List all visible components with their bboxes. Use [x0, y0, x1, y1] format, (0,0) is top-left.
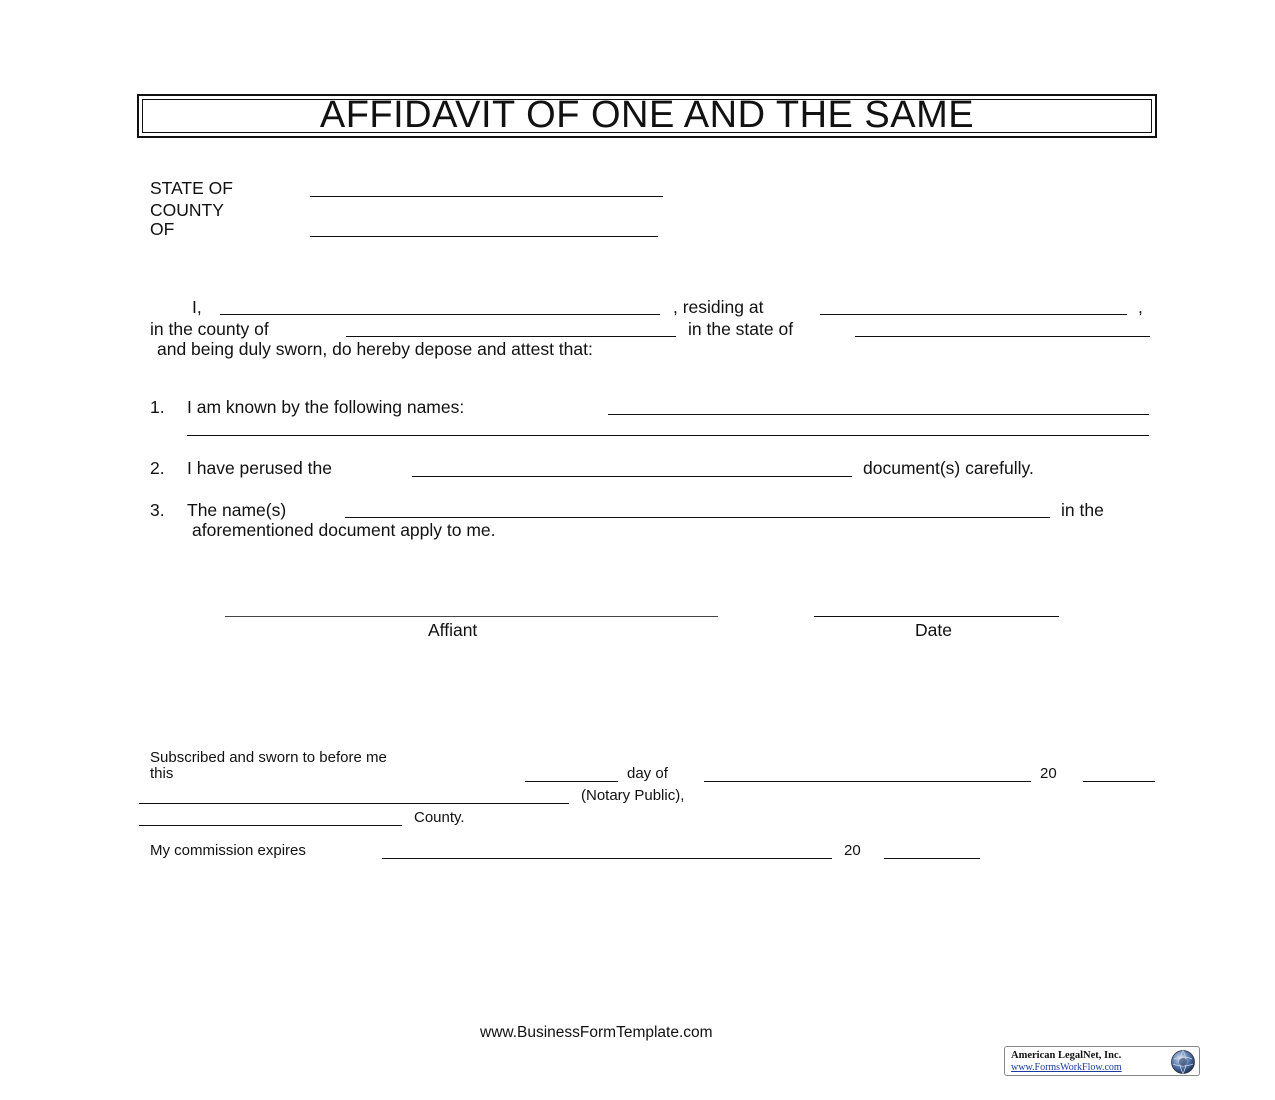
- commission-date-field[interactable]: [382, 858, 832, 859]
- logo-url[interactable]: www.FormsWorkFlow.com: [1011, 1062, 1122, 1073]
- notary-public-label: (Notary Public),: [581, 787, 685, 804]
- page-title: AFFIDAVIT OF ONE AND THE SAME: [319, 94, 975, 136]
- affiant-signature-line[interactable]: [225, 616, 718, 617]
- county-label-line1: COUNTY: [150, 200, 224, 220]
- globe-icon: [1170, 1049, 1196, 1075]
- month-field[interactable]: [704, 781, 1031, 782]
- item-2-text: I have perused the: [187, 458, 332, 478]
- affiant-label: Affiant: [428, 620, 478, 640]
- residence-field[interactable]: [820, 314, 1127, 315]
- commission-label: My commission expires: [150, 842, 306, 859]
- item-2-number: 2.: [150, 458, 165, 478]
- logo-company-name: American LegalNet, Inc.: [1011, 1050, 1122, 1061]
- american-legalnet-logo[interactable]: [1004, 1046, 1200, 1076]
- day-field[interactable]: [525, 781, 618, 782]
- item-3-line2: aforementioned document apply to me.: [192, 520, 496, 540]
- date-signature-line[interactable]: [814, 616, 1059, 617]
- county-of-field[interactable]: [310, 236, 658, 237]
- subscribed-line1: Subscribed and sworn to before me: [150, 749, 387, 766]
- state-of-inline-label: in the state of: [688, 319, 794, 339]
- residence-state-field[interactable]: [855, 336, 1150, 337]
- county-label-line2: OF: [150, 219, 175, 239]
- notary-name-field[interactable]: [139, 803, 569, 804]
- known-names-field-2[interactable]: [187, 435, 1149, 436]
- item-2-after: document(s) carefully.: [863, 458, 1034, 478]
- residing-at-label: , residing at: [673, 297, 764, 317]
- item-3-number: 3.: [150, 500, 165, 520]
- date-label: Date: [915, 620, 952, 640]
- commission-year-field[interactable]: [884, 858, 980, 859]
- county-label: County.: [414, 809, 465, 826]
- day-of-label: day of: [627, 765, 668, 782]
- item-3-text: The name(s): [187, 500, 287, 520]
- subscribed-line2: this: [150, 765, 174, 782]
- county-of-label: in the county of: [150, 319, 269, 339]
- names-field[interactable]: [345, 517, 1050, 518]
- sworn-statement: and being duly sworn, do hereby depose and attest that:: [157, 339, 593, 359]
- item-3-after: in the: [1061, 500, 1104, 520]
- known-names-field-1[interactable]: [608, 414, 1149, 415]
- state-of-label: STATE OF: [150, 178, 233, 198]
- notary-county-field[interactable]: [139, 825, 402, 826]
- title-box: [137, 94, 1157, 138]
- residence-county-field[interactable]: [346, 336, 676, 337]
- year-prefix: 20: [1040, 765, 1057, 782]
- intro-i: I,: [192, 297, 202, 317]
- item-1-number: 1.: [150, 397, 165, 417]
- document-name-field[interactable]: [412, 476, 852, 477]
- year-field[interactable]: [1083, 781, 1155, 782]
- intro-comma: ,: [1138, 297, 1143, 317]
- footer-url[interactable]: www.BusinessFormTemplate.com: [480, 1024, 713, 1041]
- affiant-name-field[interactable]: [220, 314, 660, 315]
- commission-year-prefix: 20: [844, 842, 861, 859]
- state-of-field[interactable]: [310, 196, 663, 197]
- item-1-text: I am known by the following names:: [187, 397, 465, 417]
